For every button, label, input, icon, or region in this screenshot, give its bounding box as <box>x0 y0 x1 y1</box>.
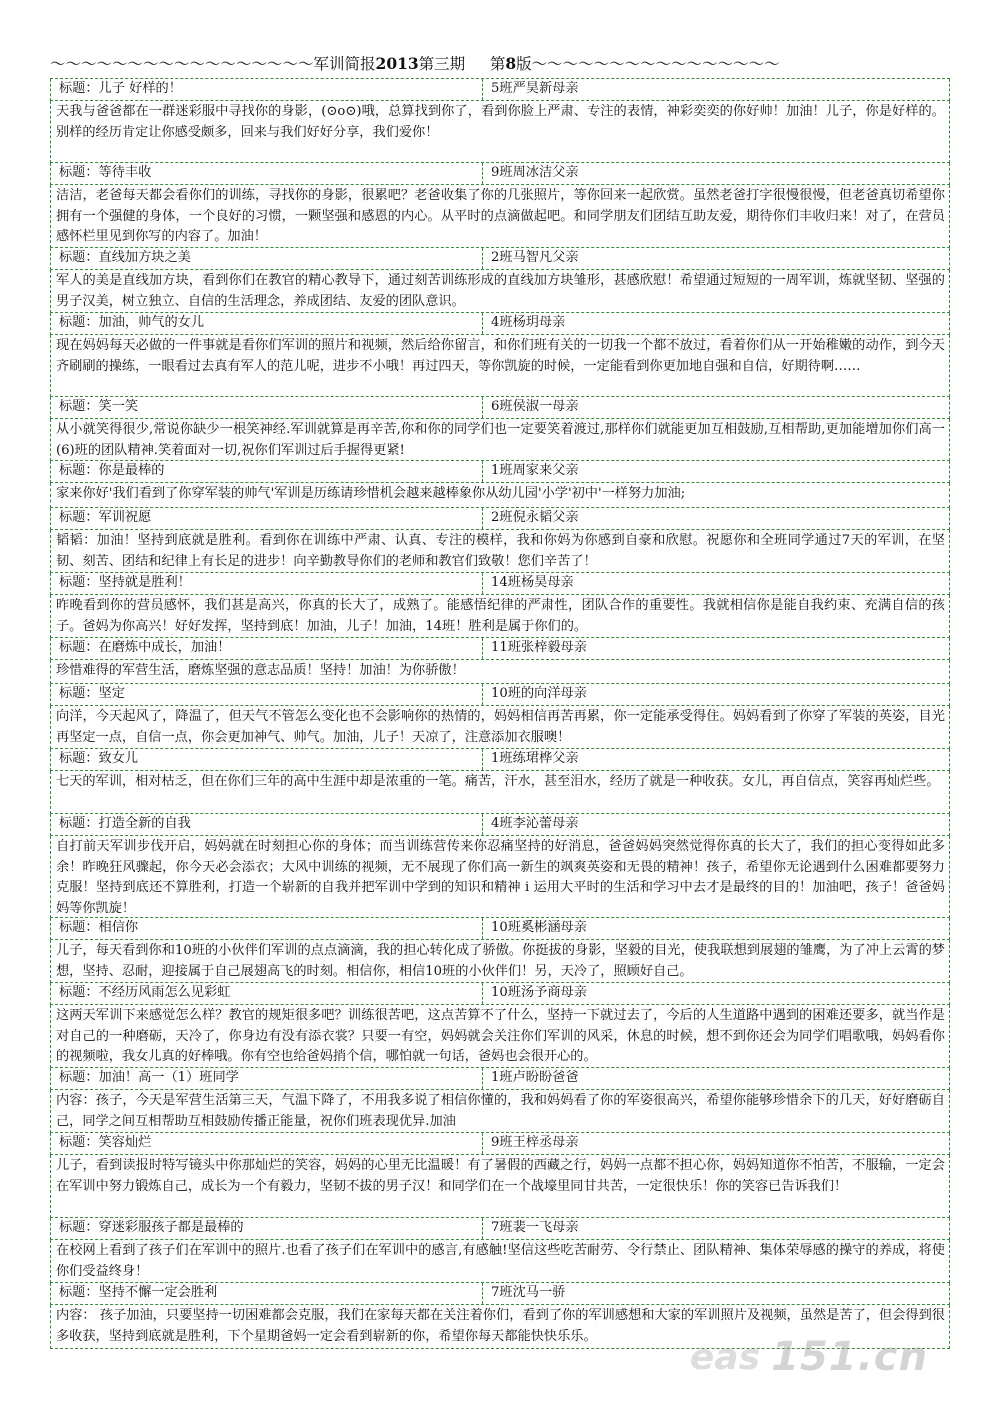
title-row <box>50 1133 950 1155</box>
entry-body: 内容：孩子，今天是军营生活第三天，气温下降了，不用我多说了相信你懂的，我和妈妈看了你的军姿很高兴，希望你能够珍惜余下的几天，好好磨砺自己，同学之间互相帮助互相鼓励传播正能量，祝你们班表现优异.加油 <box>50 1090 950 1133</box>
message-entry-6 <box>50 461 950 508</box>
entry-body: 自打前天军训步伐开启，妈妈就在时刻担心你的身体；而当训练营传来你忍痛坚持的好消息，爸爸妈妈突然觉得你真的长大了，我们的担心变得如此多余！昨晚狂风骤起，你今天必会添衣；大风中训练的视频，无不展现了你们高一新生的飒爽英姿和无畏的精神！孩子，希望你无论遇到什么困难都要努力克服！坚持到底还不算胜利，打造一个崭新的自我并把军训中学到的知识和精神 i 运用大平时的生活和学习中去才是最终的目的！加油吧，孩子！爸爸妈妈等你凯旋！ <box>50 836 950 918</box>
entry-body: 家来你好'我们看到了你穿军装的帅气'军训是历练请珍惜机会越来越棒象你从幼儿园'小学'初中'一样努力加油; <box>50 483 950 508</box>
entry-title: 标题：打造全新的自我 <box>51 814 483 835</box>
message-entry-13 <box>50 918 950 983</box>
entry-author: 7班裴一飞母亲 <box>491 1220 579 1235</box>
title-row <box>50 684 950 706</box>
entry-author: 4班杨玥母亲 <box>491 315 566 330</box>
message-entry-12 <box>50 814 950 918</box>
entry-author: 6班侯淑一母亲 <box>491 399 579 414</box>
entry-author: 2班马智凡父亲 <box>491 250 579 265</box>
title-row <box>50 508 950 530</box>
entry-author: 1班卢盼盼爸爸 <box>491 1070 579 1085</box>
message-entry-1 <box>50 79 950 163</box>
entry-author: 5班严昊新母亲 <box>491 81 579 96</box>
entry-body: 向洋，今天起风了，降温了，但天气不管怎么变化也不会影响你的热情的，妈妈相信再苦再累，你一定能承受得住。妈妈看到了你穿了军装的英姿，目光再坚定一点，自信一点，你会更加神气、帅气。加油，儿子！天凉了，注意添加衣服噢！ <box>50 706 950 749</box>
entry-author: 1班练珺桦父亲 <box>491 751 579 766</box>
entry-title: 标题：军训祝愿 <box>51 508 483 529</box>
title-row <box>50 814 950 836</box>
message-entry-9 <box>50 638 950 684</box>
entry-title: 标题：直线加方块之美 <box>51 248 483 269</box>
entry-author: 9班周冰洁父亲 <box>491 165 579 180</box>
entry-title: 标题：在磨炼中成长，加油！ <box>51 638 483 659</box>
message-entry-14 <box>50 983 950 1068</box>
header-page-prefix: 第 <box>489 55 506 73</box>
entry-body: 儿子，看到读报时特写镜头中你那灿烂的笑容，妈妈的心里无比温暖！有了暑假的西藏之行，妈妈一点都不担心你，妈妈知道你不怕苦，不服输，一定会在军训中努力锻炼自己，成长为一个有毅力，坚韧不拔的男子汉！和同学们在一个战壕里同甘共苦，一定很快乐！你的笑容已告诉我们！ <box>50 1155 950 1218</box>
entry-title: 标题：儿子 好样的！ <box>51 79 483 100</box>
entry-body: 韬韬：加油！坚持到底就是胜利。看到你在训练中严肃、认真、专注的模样，我和你妈为你感到自豪和欣慰。祝愿你和全班同学通过7天的军训，在坚韧、刻苦、团结和纪律上有长足的进步！向辛勤教导你们的老师和教官们致敬！您们辛苦了！ <box>50 530 950 573</box>
entry-title: 标题：坚定 <box>51 684 483 705</box>
entry-title: 标题：穿迷彩服孩子都是最棒的 <box>51 1218 483 1239</box>
entry-title: 标题：笑容灿烂 <box>51 1133 483 1154</box>
title-row <box>50 638 950 660</box>
title-row <box>50 1283 950 1305</box>
title-row <box>50 1218 950 1240</box>
header-name: 军训简报 <box>313 55 376 73</box>
entry-body: 这两天军训下来感觉怎么样？教官的规矩很多吧？训练很苦吧，这点苦算不了什么，坚持一下就过去了，今后的人生道路中遇到的困难还要多，就当作是对自己的一种磨砺，天冷了，你身边有没有添衣裳？只要一有空，妈妈就会关注你们军训的风采，休息的时候，想不到你还会为同学们唱歌哦，妈妈看你的视频啦，我女儿真的好棒哦。你有空也给爸妈捎个信，哪怕就一句话，爸妈也会很开心的。 <box>50 1005 950 1068</box>
message-entry-5 <box>50 397 950 461</box>
entry-body: 现在妈妈每天必做的一件事就是看你们军训的照片和视频，然后给你留言，和你们班有关的一切我一个都不放过，看着你们从一开始稚嫩的动作，到今天齐刷刷的操练，一眼看过去真有军人的范儿呢，进步不小哦！再过四天，等你凯旋的时候，一定能看到你更加地自强和自信，好期待啊…… <box>50 335 950 397</box>
entry-title: 标题：相信你 <box>51 918 483 939</box>
entry-title: 标题：你是最棒的 <box>51 461 483 482</box>
entry-body: 从小就笑得很少,常说你缺少一根笑神经.军训就算是再辛苦,你和你的同学们也一定要笑着渡过,那样你们就能更加互相鼓励,互相帮助,更加能增加你们高一(6)班的团队精神.笑着面对一切,祝你们军训过后手握得更紧! <box>50 419 950 461</box>
entry-author: 7班沈马一骄 <box>491 1285 566 1300</box>
entry-title: 标题：坚持不懈一定会胜利 <box>51 1283 483 1304</box>
watermark: 151.cn <box>771 1334 928 1380</box>
entry-author: 10班奚彬涵母亲 <box>491 920 587 935</box>
entry-body: 七天的军训，相对枯乏，但在你们三年的高中生涯中却是浓重的一笔。痛苦，汗水，甚至泪水，经历了就是一种收获。女儿，再自信点，笑容再灿烂些。 <box>50 771 950 814</box>
title-row <box>50 397 950 419</box>
entry-title: 标题：不经历风雨怎么见彩虹 <box>51 983 483 1004</box>
entry-body: 军人的美是直线加方块，看到你们在教官的精心教导下，通过刻苦训练形成的直线加方块雏形，甚感欣慰！希望通过短短的一周军训，炼就坚韧、坚强的男子汉美，树立独立、自信的生活理念，养成团结、友爱的团队意识。 <box>50 270 950 313</box>
entry-body: 天我与爸爸都在一群迷彩服中寻找你的身影，(⊙o⊙)哦，总算找到你了，看到你脸上严肃、专注的表情，神彩奕奕的你好帅！加油！儿子，你是好样的。别样的经历肯定让你感受颇多，回来与我们好好分享，我们爱你！ <box>50 101 950 163</box>
title-row <box>50 749 950 771</box>
entry-title: 标题：致女儿 <box>51 749 483 770</box>
entry-title: 标题：加油！高一（1）班同学 <box>51 1068 483 1089</box>
title-row <box>50 1068 950 1090</box>
title-row <box>50 918 950 940</box>
newsletter-header <box>50 53 950 75</box>
entry-author: 10班汤予商母亲 <box>491 985 587 1000</box>
entry-author: 1班周家来父亲 <box>491 463 579 478</box>
entry-body: 在校网上看到了孩子们在军训中的照片.也看了孩子们在军训中的感言,有感触!坚信这些吃苦耐劳、令行禁止、团队精神、集体荣辱感的操守的养成，将使你们受益终身！ <box>50 1240 950 1283</box>
entry-author: 14班杨昊母亲 <box>491 575 574 590</box>
entry-author: 4班李沁蕾母亲 <box>491 816 579 831</box>
message-entry-3 <box>50 248 950 313</box>
message-entry-7 <box>50 508 950 573</box>
message-entry-16 <box>50 1133 950 1218</box>
entry-author: 2班倪永韬父亲 <box>491 510 579 525</box>
header-tildes-right: ～～～～～～～～～～～～～～～～ <box>531 55 780 73</box>
title-row <box>50 79 950 101</box>
entry-body: 内容： 孩子加油，只要坚持一切困难都会克服，我们在家每天都在关注着你们，看到了你的军训感想和大家的军训照片及视频，虽然是苦了，但会得到很多收获，坚持到底就是胜利，下个星期爸妈一定会看到崭新的你，希望你每天都能快快乐乐。 <box>50 1305 950 1349</box>
message-entry-8 <box>50 573 950 638</box>
entry-body: 洁洁，老爸每天都会看你们的训练，寻找你的身影，很累吧？老爸收集了你的几张照片，等你回来一起欣赏。虽然老爸打字很慢很慢，但老爸真切希望你拥有一个强健的身体，一个良好的习惯，一颗坚强和感恩的内心。从平时的点滴做起吧。和同学朋友们团结互助友爱，期待你们丰收归来！对了，在营员感怀栏里见到你写的内容了。加油！ <box>50 185 950 248</box>
watermark-prefix: eas <box>689 1337 760 1378</box>
entry-title: 标题：等待丰收 <box>51 163 483 184</box>
entry-body: 昨晚看到你的营员感怀，我们甚是高兴，你真的长大了，成熟了。能感悟纪律的严肃性，团队合作的重要性。我就相信你是能自我约束、充满自信的孩子。爸妈为你高兴！好好发挥，坚持到底！加油，儿子！加油，14班！胜利是属于你们的。 <box>50 595 950 638</box>
header-issue: 第三期 <box>418 55 466 73</box>
entry-body: 珍惜难得的军营生活，磨炼坚强的意志品质！坚持！加油！为你骄傲！ <box>50 660 950 684</box>
title-row <box>50 313 950 335</box>
header-year: 2013 <box>375 54 419 73</box>
title-row <box>50 573 950 595</box>
messages-table <box>50 78 950 1361</box>
title-row <box>50 163 950 185</box>
header-tildes-left: ～～～～～～～～～～～～～～～～～ <box>50 55 314 73</box>
entry-title: 标题：加油，帅气的女儿 <box>51 313 483 334</box>
title-row <box>50 983 950 1005</box>
title-row <box>50 461 950 483</box>
message-entry-17 <box>50 1218 950 1283</box>
entry-title: 标题：笑一笑 <box>51 397 483 418</box>
message-entry-2 <box>50 163 950 248</box>
entry-author: 10班的向洋母亲 <box>491 686 587 701</box>
message-entry-11 <box>50 749 950 814</box>
message-entry-4 <box>50 313 950 397</box>
message-entry-15 <box>50 1068 950 1133</box>
header-page-suffix: 版 <box>516 55 532 73</box>
entry-body: 儿子，每天看到你和10班的小伙伴们军训的点点滴滴，我的担心转化成了骄傲。你挺拔的身影，坚毅的目光，使我联想到展翅的雏鹰，为了冲上云霄的梦想，坚持、忍耐，迎接属于自己展翅高飞的时刻。相信你，相信10班的小伙伴们！另，天冷了，照顾好自己。 <box>50 940 950 983</box>
title-row <box>50 248 950 270</box>
header-page-number: 8 <box>505 54 517 73</box>
entry-author: 11班张梓毅母亲 <box>491 640 587 655</box>
entry-title: 标题：坚持就是胜利！ <box>51 573 483 594</box>
message-entry-10 <box>50 684 950 749</box>
entry-author: 9班王梓丞母亲 <box>491 1135 579 1150</box>
